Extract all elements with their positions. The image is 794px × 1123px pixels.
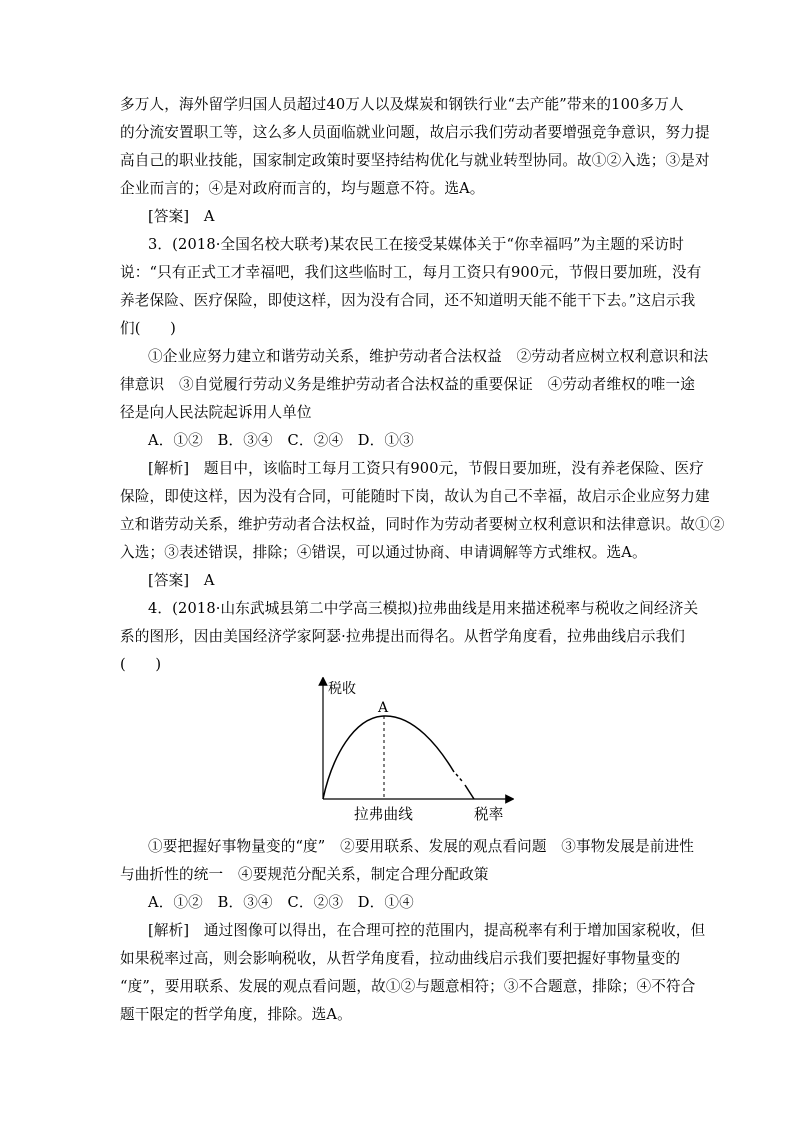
options-line: ①企业应努力建立和谐劳动关系，维护劳动者合法权益 ②劳动者应树立权利意识和法 xyxy=(148,348,709,365)
laffer-curve-figure xyxy=(314,677,514,805)
text-line: 的分流安置职工等，这么多人员面临就业问题，故启示我们劳动者要增强竞争意识，努力提 xyxy=(120,124,710,141)
question-3-stem: 3．(2018·全国名校大联考)某农民工在接受某媒体关于“你幸福吗”为主题的采访时 xyxy=(148,236,684,253)
x-axis-label: 税率 xyxy=(474,806,504,823)
choices-line: A．①② B．③④ C．②③ D．①④ xyxy=(148,894,414,911)
question-4-stem: 4．(2018·山东武城县第二中学高三模拟)拉弗曲线是用来描述税率与税收之间经济关 xyxy=(148,600,699,617)
options-line: ①要把握好事物量变的“度” ②要用联系、发展的观点看问题 ③事物发展是前进性 xyxy=(148,838,694,855)
text-line: 如果税率过高，则会影响税收，从哲学角度看，拉动曲线启示我们要把握好事物量变的 xyxy=(120,950,681,967)
text-line: ( ) xyxy=(120,656,162,673)
text-line: 题干限定的哲学角度，排除。选A。 xyxy=(120,1006,352,1023)
answer-line: [答案] A xyxy=(148,572,215,589)
text-line: 说：“只有正式工才幸福吧，我们这些临时工，每月工资只有900元，节假日要加班，没有 xyxy=(120,264,702,281)
text-line: 多万人，海外留学归国人员超过40万人以及煤炭和钢铁行业“去产能”带来的100多万人 xyxy=(120,96,684,113)
text-line: 高自己的职业技能，国家制定政策时要坚持结构优化与就业转型协同。故①②入选；③是对 xyxy=(120,152,710,169)
analysis-line: [解析] 通过图像可以得出，在合理可控的范围内，提高税率有利于增加国家税收，但 xyxy=(148,922,706,939)
choices-line: A．①② B．③④ C．②④ D．①③ xyxy=(148,432,414,449)
options-line: 与曲折性的统一 ④要规范分配关系，制定合理分配政策 xyxy=(120,866,489,883)
text-line: 入选；③表述错误，排除；④错误，可以通过协商、申请调解等方式维权。选A。 xyxy=(120,544,647,561)
text-line: 立和谐劳动关系，维护劳动者合法权益，同时作为劳动者要树立权利意识和法律意识。故①② xyxy=(120,516,725,533)
text-line: 企业而言的；④是对政府而言的，均与题意不符。选A。 xyxy=(120,180,485,197)
laffer-curve-end xyxy=(465,785,474,799)
answer-line: [答案] A xyxy=(148,208,215,225)
options-line: 径是向人民法院起诉用人单位 xyxy=(120,404,312,421)
text-line: “度”，要用联系、发展的观点看问题，故①②与题意相符；③不合题意，排除；④不符合 xyxy=(120,978,696,995)
text-line: 们( ) xyxy=(120,320,176,337)
curve-label: 拉弗曲线 xyxy=(354,806,413,823)
text-line: 保险，即使这样，因为没有合同，可能随时下岗，故认为自己不幸福，故启示企业应努力建 xyxy=(120,488,710,505)
options-line: 律意识 ③自觉履行劳动义务是维护劳动者合法权益的重要保证 ④劳动者维权的唯一途 xyxy=(120,376,696,393)
text-line: 养老保险、医疗保险，即使这样，因为没有合同，还不知道明天能不能干下去。”这启示我 xyxy=(120,292,696,309)
text-line: 系的图形，因由美国经济学家阿瑟·拉弗提出而得名。从哲学角度看，拉弗曲线启示我们 xyxy=(120,628,686,645)
peak-label: A xyxy=(378,700,389,716)
laffer-curve-diagram xyxy=(314,677,514,805)
y-axis-label: 税收 xyxy=(328,681,356,697)
analysis-line: [解析] 题目中，该临时工每月工资只有900元，节假日要加班，没有养老保险、医疗 xyxy=(148,460,705,477)
laffer-curve-tail xyxy=(456,774,462,781)
laffer-curve xyxy=(323,716,454,799)
